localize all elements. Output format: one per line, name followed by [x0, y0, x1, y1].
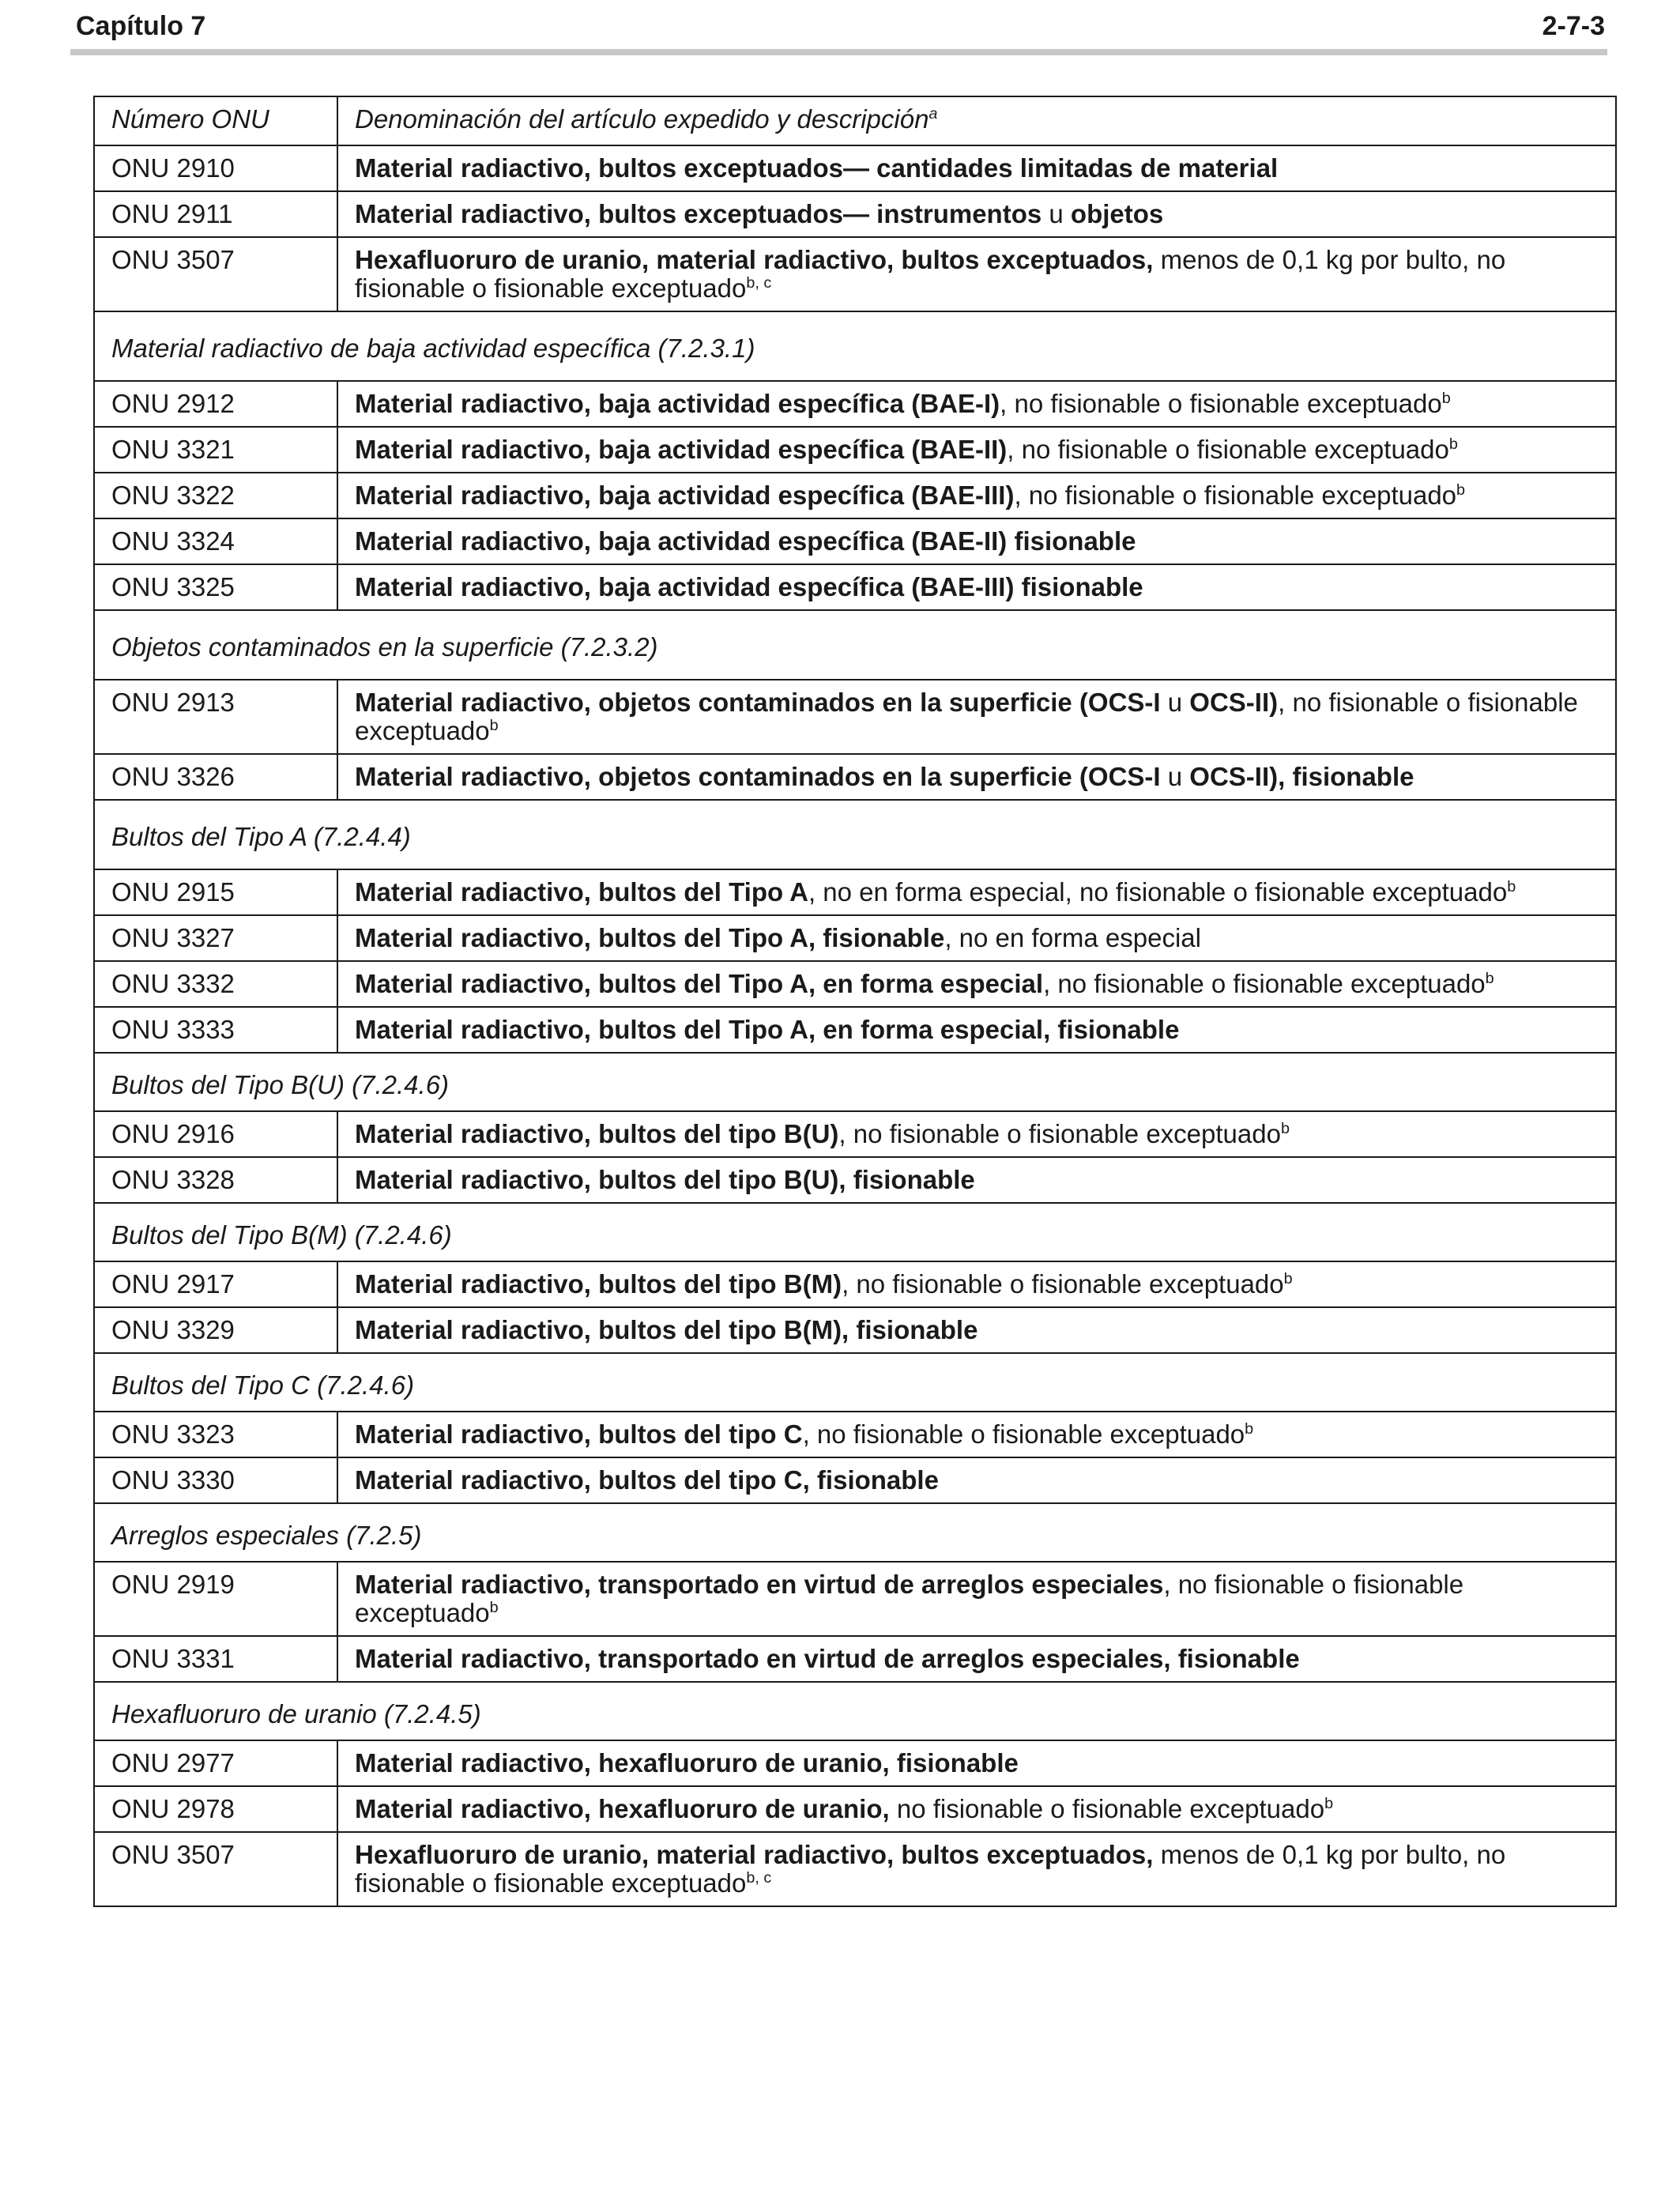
- description-cell: [337, 961, 1616, 1007]
- table-row: [94, 1307, 1616, 1353]
- description-bold-text: Material radiactivo, bultos del tipo B(U), fisionable: [355, 1165, 975, 1194]
- description-cell: [337, 754, 1616, 800]
- footnote-marker: b: [489, 1599, 499, 1616]
- onu-number-cell: ONU 3332: [94, 961, 337, 1007]
- onu-number-cell: ONU 2912: [94, 381, 337, 427]
- onu-number-cell: ONU 3323: [94, 1412, 337, 1457]
- onu-number-cell: ONU 2919: [94, 1562, 337, 1636]
- description-cell: [337, 427, 1616, 473]
- description-bold-text: Material radiactivo, bultos del tipo B(M): [355, 1269, 842, 1299]
- description-cell: [337, 680, 1616, 754]
- description-text: , no en forma especial, no fisionable o fisionable exceptuado: [808, 877, 1508, 907]
- section-row: [94, 1682, 1616, 1740]
- description-cell: [337, 1157, 1616, 1203]
- description-text: , no fisionable o fisionable exceptuado: [1007, 435, 1449, 464]
- section-title: Bultos del Tipo C (7.2.4.6): [94, 1353, 1616, 1412]
- onu-number-cell: ONU 3329: [94, 1307, 337, 1353]
- footnote-marker: b: [1324, 1795, 1334, 1812]
- description-text: menos de 0,1 kg por bulto, no fisionable o fisionable exceptuado: [355, 245, 1506, 303]
- table-row: [94, 473, 1616, 518]
- table-row: [94, 1111, 1616, 1157]
- description-cell: [337, 1111, 1616, 1157]
- footnote-marker: b: [489, 717, 499, 734]
- column-header-description: [337, 96, 1616, 145]
- description-text: u: [1160, 688, 1190, 717]
- description-bold-text: Material radiactivo, bultos exceptuados— instrumentos: [355, 199, 1042, 228]
- column-header-description-text: Denominación del artículo expedido y descripción: [355, 104, 929, 134]
- table-row: [94, 1562, 1616, 1636]
- description-bold-text: Material radiactivo, bultos del Tipo A, fisionable: [355, 923, 945, 952]
- onu-number-cell: ONU 2911: [94, 191, 337, 237]
- description-cell: [337, 518, 1616, 564]
- onu-number-cell: ONU 3326: [94, 754, 337, 800]
- section-row: [94, 311, 1616, 381]
- description-cell: [337, 915, 1616, 961]
- table-body: [94, 145, 1616, 1906]
- description-cell: [337, 381, 1616, 427]
- table-row: [94, 1832, 1616, 1906]
- description-bold-text: OCS-II): [1189, 688, 1279, 717]
- section-row: [94, 1353, 1616, 1412]
- section-title: Arreglos especiales (7.2.5): [94, 1503, 1616, 1562]
- footnote-marker: b: [1441, 390, 1451, 407]
- description-cell: [337, 1457, 1616, 1503]
- section-row: [94, 800, 1616, 869]
- description-bold-text: Material radiactivo, baja actividad específica (BAE-II): [355, 435, 1008, 464]
- description-bold-text: Material radiactivo, bultos del tipo C: [355, 1419, 803, 1449]
- description-text: menos de 0,1 kg por bulto, no fisionable o fisionable exceptuado: [355, 1840, 1506, 1898]
- onu-number-cell: ONU 2913: [94, 680, 337, 754]
- description-bold-text: Material radiactivo, baja actividad específica (BAE-III): [355, 481, 1015, 510]
- footnote-marker: b: [1283, 1270, 1293, 1287]
- table-row: [94, 381, 1616, 427]
- description-text: , no fisionable o fisionable exceptuado: [1043, 969, 1486, 998]
- description-bold-text: Material radiactivo, bultos exceptuados— cantidades limitadas de material: [355, 153, 1279, 183]
- table-row: [94, 754, 1616, 800]
- description-bold-text: Material radiactivo, transportado en virtud de arreglos especiales, fisionable: [355, 1644, 1300, 1673]
- description-text: u: [1042, 199, 1071, 228]
- table-row: [94, 1457, 1616, 1503]
- description-bold-text: Material radiactivo, bultos del Tipo A: [355, 877, 808, 907]
- table-row: [94, 915, 1616, 961]
- description-bold-text: Material radiactivo, bultos del tipo C, fisionable: [355, 1465, 939, 1495]
- description-cell: [337, 1786, 1616, 1832]
- section-title: Objetos contaminados en la superficie (7.2.3.2): [94, 610, 1616, 680]
- description-cell: [337, 1412, 1616, 1457]
- table-row: [94, 237, 1616, 311]
- table-row: [94, 518, 1616, 564]
- description-text: , no fisionable o fisionable exceptuado: [355, 688, 1578, 745]
- description-cell: [337, 1007, 1616, 1053]
- page-number: 2-7-3: [1542, 10, 1605, 41]
- section-row: [94, 1203, 1616, 1261]
- section-row: [94, 1053, 1616, 1111]
- footnote-marker: b, c: [746, 1869, 772, 1887]
- onu-number-cell: ONU 3333: [94, 1007, 337, 1053]
- table-row: [94, 1740, 1616, 1786]
- table-row: [94, 961, 1616, 1007]
- description-cell: [337, 869, 1616, 915]
- column-header-number: Número ONU: [94, 96, 337, 145]
- footnote-marker: b: [1485, 970, 1494, 987]
- section-title: Bultos del Tipo B(U) (7.2.4.6): [94, 1053, 1616, 1111]
- description-cell: [337, 1636, 1616, 1682]
- table-row: [94, 869, 1616, 915]
- description-text: , no fisionable o fisionable exceptuado: [1000, 389, 1442, 418]
- description-cell: [337, 1261, 1616, 1307]
- description-cell: [337, 1307, 1616, 1353]
- description-text: , no fisionable o fisionable exceptuado: [838, 1119, 1281, 1148]
- table-header-row: [94, 96, 1616, 145]
- onu-table: [93, 96, 1617, 1907]
- table-row: [94, 1786, 1616, 1832]
- onu-number-cell: ONU 3324: [94, 518, 337, 564]
- description-text: , no fisionable o fisionable exceptuado: [1014, 481, 1457, 510]
- table-row: [94, 191, 1616, 237]
- section-title: Hexafluoruro de uranio (7.2.4.5): [94, 1682, 1616, 1740]
- onu-number-cell: ONU 3327: [94, 915, 337, 961]
- description-text: , no en forma especial: [944, 923, 1201, 952]
- table-row: [94, 1007, 1616, 1053]
- description-cell: [337, 145, 1616, 191]
- description-bold-text: Material radiactivo, bultos del Tipo A, en forma especial: [355, 969, 1044, 998]
- description-text: , no fisionable o fisionable exceptuado: [842, 1269, 1284, 1299]
- description-bold-text: Material radiactivo, objetos contaminados en la superficie (OCS-I: [355, 688, 1161, 717]
- onu-number-cell: ONU 2917: [94, 1261, 337, 1307]
- description-cell: [337, 237, 1616, 311]
- description-text: u: [1160, 762, 1190, 791]
- description-cell: [337, 564, 1616, 610]
- table-row: [94, 564, 1616, 610]
- section-row: [94, 610, 1616, 680]
- section-title: Material radiactivo de baja actividad específica (7.2.3.1): [94, 311, 1616, 381]
- description-bold-text: Material radiactivo, baja actividad específica (BAE-III) fisionable: [355, 572, 1143, 601]
- table-row: [94, 1636, 1616, 1682]
- description-cell: [337, 1562, 1616, 1636]
- footnote-marker: b, c: [746, 274, 772, 292]
- description-bold-text: Material radiactivo, bultos del tipo B(U): [355, 1119, 839, 1148]
- onu-number-cell: ONU 3507: [94, 237, 337, 311]
- onu-number-cell: ONU 2915: [94, 869, 337, 915]
- table-row: [94, 1157, 1616, 1203]
- section-title: Bultos del Tipo B(M) (7.2.4.6): [94, 1203, 1616, 1261]
- description-bold-text: Material radiactivo, bultos del tipo B(M), fisionable: [355, 1315, 978, 1344]
- onu-number-cell: ONU 2916: [94, 1111, 337, 1157]
- description-bold-text: Material radiactivo, baja actividad específica (BAE-I): [355, 389, 1000, 418]
- description-bold-text: Material radiactivo, objetos contaminados en la superficie (OCS-I: [355, 762, 1161, 791]
- description-cell: [337, 1740, 1616, 1786]
- description-cell: [337, 191, 1616, 237]
- description-bold-text: Material radiactivo, hexafluoruro de uranio, fisionable: [355, 1748, 1019, 1777]
- onu-number-cell: ONU 3321: [94, 427, 337, 473]
- description-bold-text: Material radiactivo, baja actividad específica (BAE-II) fisionable: [355, 526, 1136, 556]
- footnote-marker: b: [1280, 1120, 1290, 1137]
- description-text: , no fisionable o fisionable exceptuado: [355, 1570, 1464, 1627]
- table-row: [94, 1412, 1616, 1457]
- chapter-title: Capítulo 7: [76, 10, 206, 41]
- description-bold-text: objetos: [1070, 199, 1164, 228]
- onu-number-cell: ONU 3325: [94, 564, 337, 610]
- footnote-marker: b: [1456, 481, 1466, 499]
- table-row: [94, 1261, 1616, 1307]
- footnote-marker: b: [1448, 435, 1458, 453]
- footnote-marker: a: [929, 105, 938, 123]
- onu-number-cell: ONU 3328: [94, 1157, 337, 1203]
- table-row: [94, 427, 1616, 473]
- table-row: [94, 680, 1616, 754]
- onu-number-cell: ONU 2977: [94, 1740, 337, 1786]
- description-bold-text: Hexafluoruro de uranio, material radiactivo, bultos exceptuados,: [355, 1840, 1154, 1869]
- description-cell: [337, 1832, 1616, 1906]
- description-bold-text: Material radiactivo, transportado en virtud de arreglos especiales: [355, 1570, 1164, 1599]
- section-row: [94, 1503, 1616, 1562]
- onu-number-cell: ONU 3322: [94, 473, 337, 518]
- table-row: [94, 145, 1616, 191]
- description-text: , no fisionable o fisionable exceptuado: [802, 1419, 1245, 1449]
- section-title: Bultos del Tipo A (7.2.4.4): [94, 800, 1616, 869]
- description-text: no fisionable o fisionable exceptuado: [889, 1794, 1325, 1823]
- description-cell: [337, 473, 1616, 518]
- onu-number-cell: ONU 3507: [94, 1832, 337, 1906]
- description-bold-text: Hexafluoruro de uranio, material radiactivo, bultos exceptuados,: [355, 245, 1154, 274]
- description-bold-text: Material radiactivo, hexafluoruro de uranio,: [355, 1794, 890, 1823]
- page-header: [76, 5, 1605, 47]
- description-bold-text: Material radiactivo, bultos del Tipo A, en forma especial, fisionable: [355, 1015, 1180, 1044]
- footnote-marker: b: [1245, 1420, 1254, 1438]
- description-bold-text: OCS-II), fisionable: [1189, 762, 1414, 791]
- onu-number-cell: ONU 2910: [94, 145, 337, 191]
- header-rule: [70, 49, 1607, 55]
- footnote-marker: b: [1507, 878, 1516, 895]
- onu-number-cell: ONU 3331: [94, 1636, 337, 1682]
- onu-number-cell: ONU 2978: [94, 1786, 337, 1832]
- onu-number-cell: ONU 3330: [94, 1457, 337, 1503]
